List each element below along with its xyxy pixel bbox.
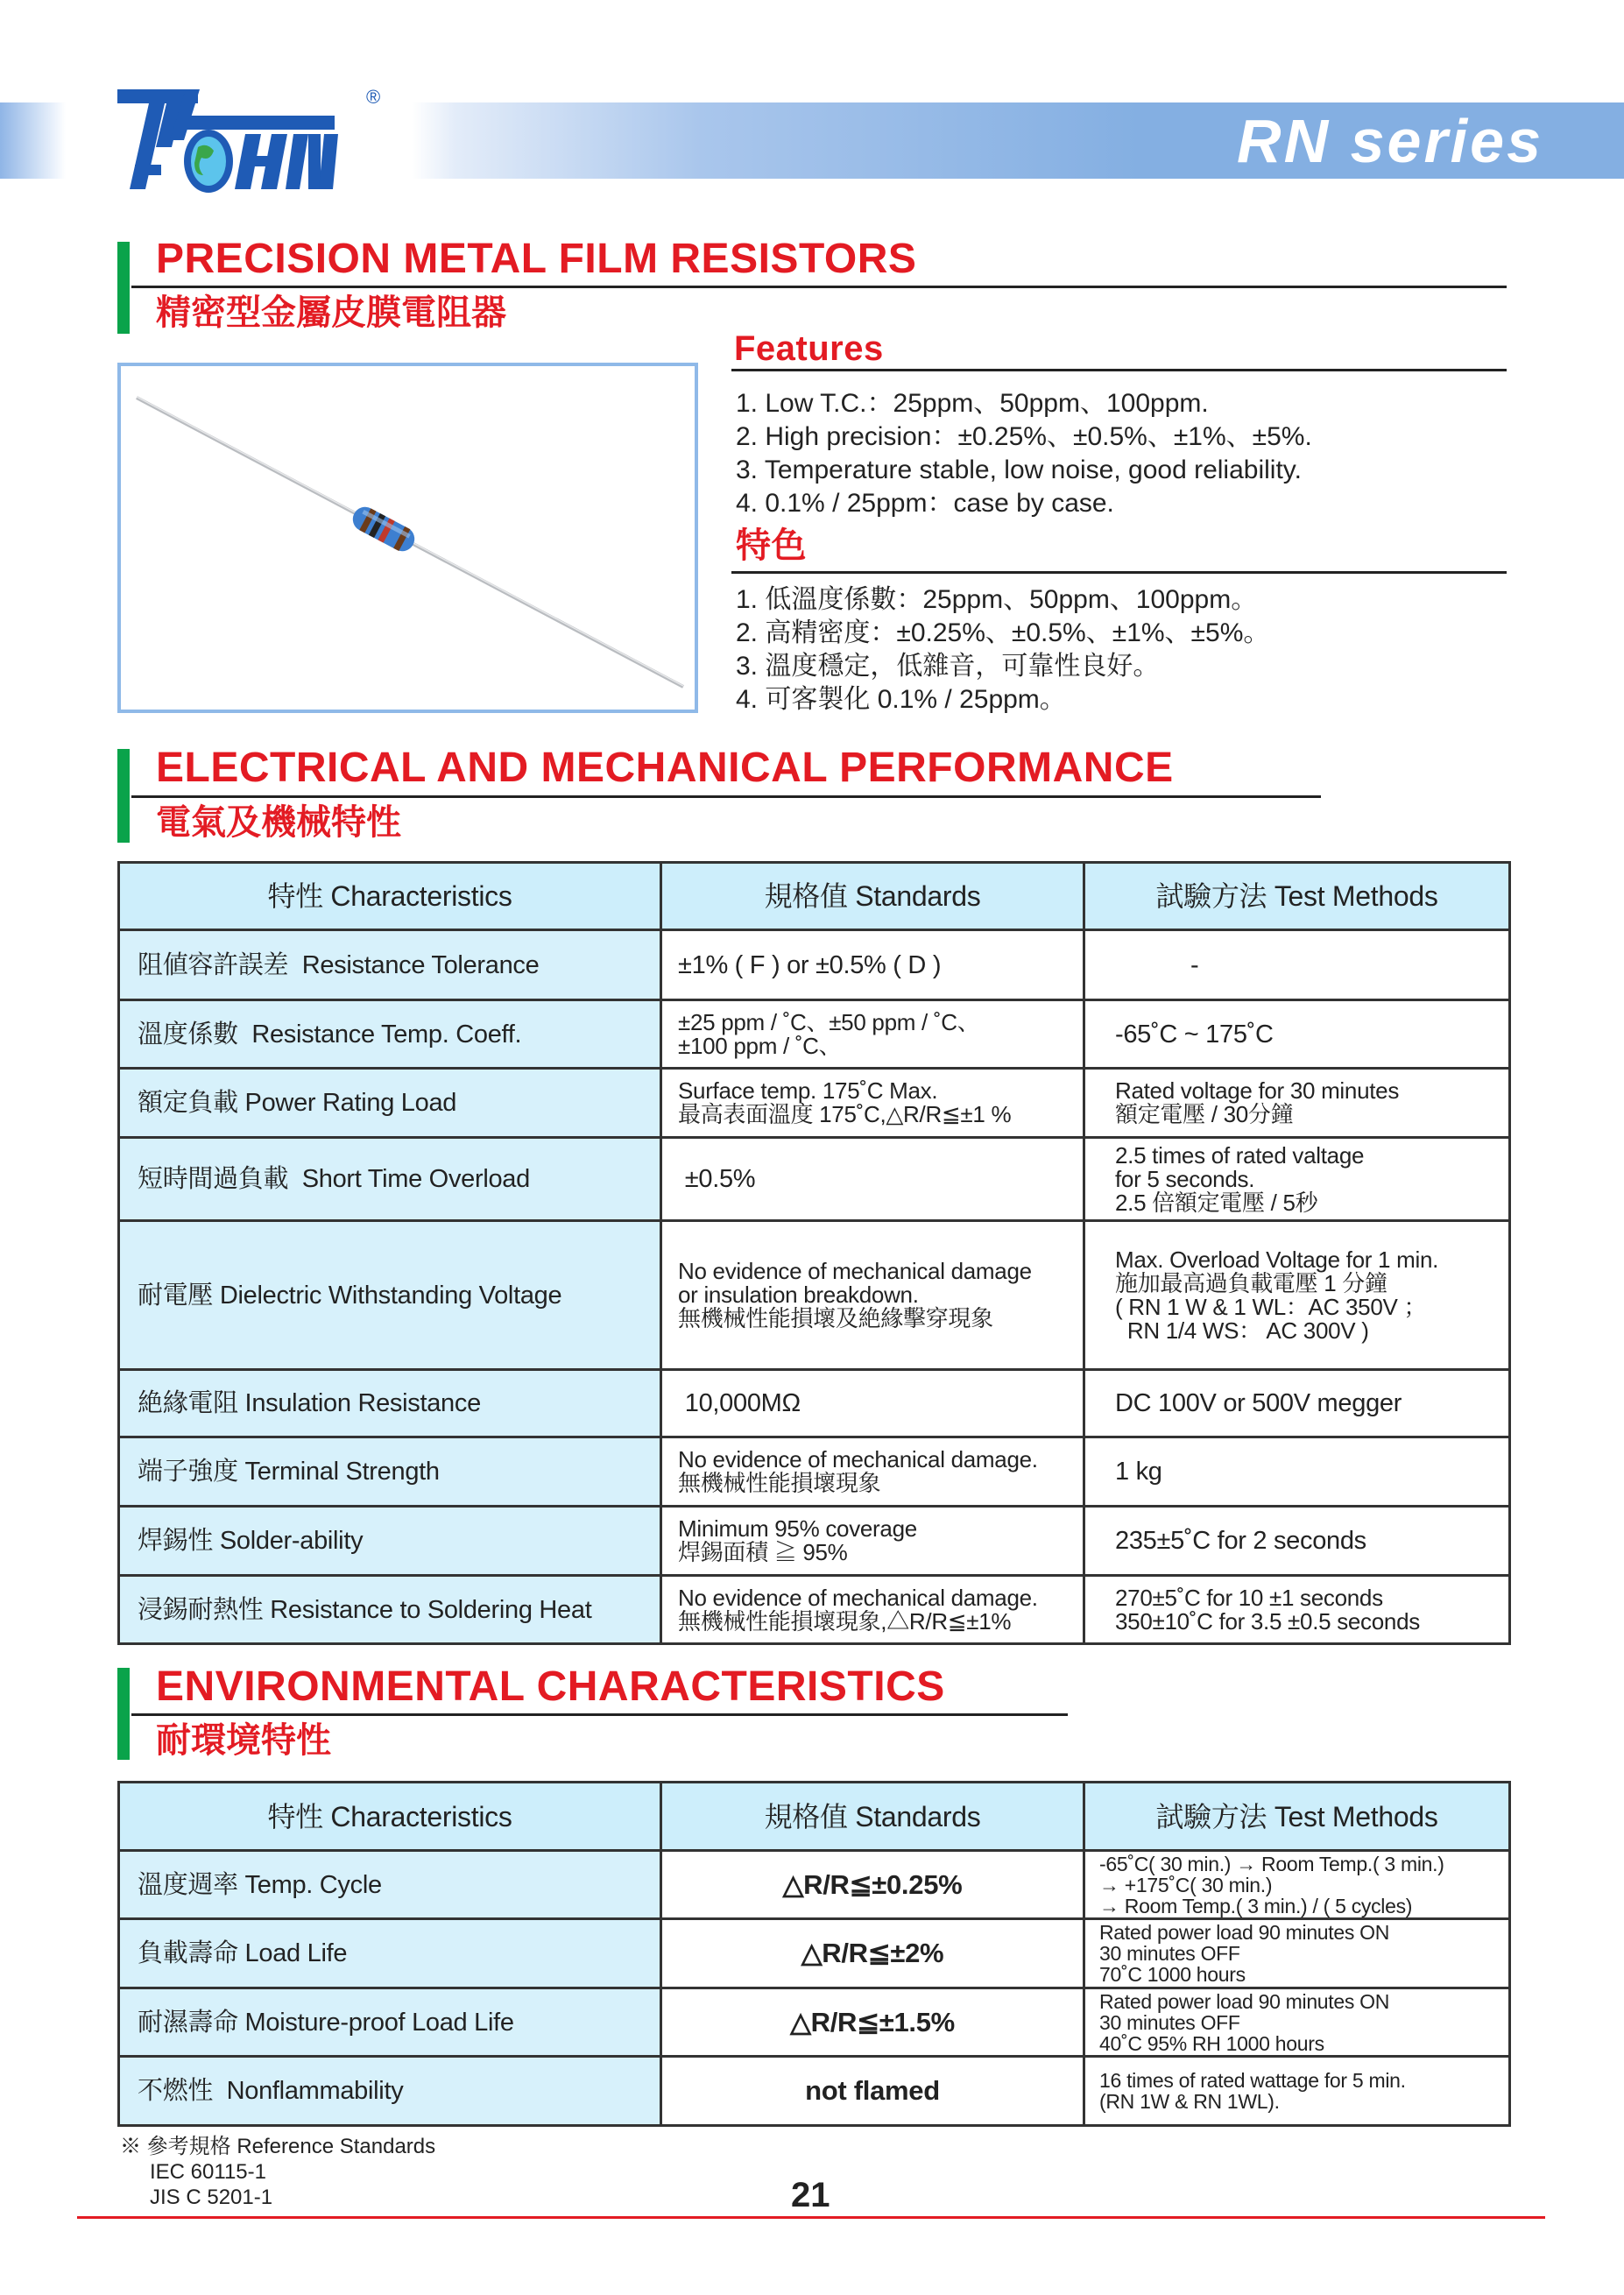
standard-cell — [661, 1437, 1084, 1507]
test-method-cell — [1084, 1069, 1510, 1138]
cell-text: DC 100V or 500V megger — [1115, 1389, 1402, 1417]
cell-text: -65˚C ~ 175˚C — [1115, 1020, 1274, 1049]
characteristic-cell — [119, 1370, 661, 1437]
section-accent-bar — [117, 749, 130, 843]
section-accent-bar — [117, 1668, 130, 1760]
cell-text: -65˚C( 30 min.) → Room Temp.( 3 min.) — [1099, 1852, 1444, 1875]
cell-text: ±100 ppm / ˚C、 — [678, 1032, 842, 1059]
test-method-cell — [1084, 1000, 1510, 1069]
cell-text: RN 1/4 WS： AC 300V ) — [1115, 1317, 1369, 1344]
cell-text: → +175˚C( 30 min.) — [1099, 1873, 1273, 1896]
cell-text: 耐電壓 Dielectric Withstanding Voltage — [138, 1281, 562, 1310]
cell-text: 額定電壓 / 30分鐘 — [1115, 1101, 1294, 1127]
cell-text: - — [1190, 950, 1199, 979]
features-heading: Features — [734, 329, 884, 368]
cell-text: Rated power load 90 minutes ON — [1099, 1921, 1390, 1944]
section-subtitle: 耐環境特性 — [156, 1721, 331, 1760]
test-method-cell — [1084, 1988, 1510, 2057]
section-title: PRECISION METAL FILM RESISTORS — [156, 236, 917, 282]
brand-logo — [114, 86, 394, 193]
page-number: 21 — [791, 2176, 830, 2214]
cell-text: 額定負載 Power Rating Load — [138, 1089, 457, 1117]
standard-cell — [661, 1370, 1084, 1437]
feature-item: 4. 0.1% / 25ppm：case by case. — [736, 489, 1114, 518]
environmental-table — [117, 1781, 1511, 2127]
cell-text: 施加最高過負載電壓 1 分鐘 — [1115, 1269, 1387, 1296]
cell-text: 2.5 times of rated valtage — [1115, 1141, 1365, 1169]
cell-text: 無機械性能損壞現象 — [678, 1470, 881, 1496]
table-row — [119, 1138, 1510, 1221]
characteristic-cell — [119, 1069, 661, 1138]
cell-text: 焊錫性 Solder-ability — [138, 1527, 364, 1555]
reference-item: JIS C 5201-1 — [150, 2186, 273, 2209]
test-method-cell — [1084, 1437, 1510, 1507]
cell-text: 1 kg — [1115, 1458, 1162, 1486]
features-list — [736, 387, 1312, 520]
cell-text: for 5 seconds. — [1115, 1165, 1255, 1192]
test-method-cell — [1084, 1919, 1510, 1988]
cell-text: 350±10˚C for 3.5 ±0.5 seconds — [1115, 1607, 1420, 1635]
test-method-cell — [1084, 1576, 1510, 1644]
section-title: ENVIRONMENTAL CHARACTERISTICS — [156, 1663, 945, 1710]
cell-text: Rated power load 90 minutes ON — [1099, 1989, 1390, 2013]
table-header-row — [119, 1783, 1510, 1851]
cell-text: 70˚C 1000 hours — [1099, 1963, 1246, 1986]
table-row — [119, 1576, 1510, 1644]
characteristic-cell — [119, 1437, 661, 1507]
cell-text: ±0.5% — [678, 1165, 756, 1193]
divider — [731, 571, 1507, 574]
cell-text: 10,000MΩ — [678, 1389, 801, 1417]
cell-text: 235±5˚C for 2 seconds — [1115, 1527, 1366, 1555]
cell-text: 270±5˚C for 10 ±1 seconds — [1115, 1584, 1383, 1611]
characteristic-cell — [119, 1507, 661, 1576]
column-header: 規格值 Standards — [661, 863, 1084, 930]
characteristic-cell — [119, 1851, 661, 1919]
cell-text: not flamed — [805, 2075, 940, 2106]
cell-text: 30 minutes OFF — [1099, 2010, 1240, 2034]
cell-text: 焊錫面積 ≧ 95% — [678, 1539, 848, 1565]
cell-text: No evidence of mechanical damage — [678, 1258, 1032, 1284]
cell-text: ( RN 1 W & 1 WL：AC 350V ； — [1115, 1293, 1427, 1320]
characteristic-cell — [119, 1988, 661, 2057]
cell-text: 短時間過負載 Short Time Overload — [138, 1165, 530, 1193]
feature-item: 1. Low T.C.：25ppm、50ppm、100ppm. — [736, 389, 1209, 418]
feature-cn-item: 3. 溫度穩定，低雜音，可靠性良好。 — [736, 652, 1160, 681]
test-method-cell — [1084, 1370, 1510, 1437]
cell-text: △R/R≦±2% — [801, 1938, 944, 1968]
cell-text: (RN 1W & RN 1WL). — [1099, 2090, 1280, 2113]
cell-text: 無機械性能損壞及絶緣擊穿現象 — [678, 1305, 993, 1331]
registered-mark: ® — [366, 86, 381, 108]
standard-cell — [661, 930, 1084, 1000]
cell-text: → Room Temp.( 3 min.) / ( 5 cycles) — [1099, 1894, 1413, 1917]
features-cn-heading: 特色 — [736, 526, 807, 565]
table-row — [119, 1919, 1510, 1988]
cell-text: 16 times of rated wattage for 5 min. — [1099, 2069, 1406, 2092]
table-row — [119, 1370, 1510, 1437]
feature-item: 3. Temperature stable, low noise, good reliability. — [736, 455, 1302, 484]
table-row — [119, 1507, 1510, 1576]
characteristic-cell — [119, 1138, 661, 1221]
cell-text: Rated voltage for 30 minutes — [1115, 1077, 1400, 1104]
column-header: 特性 Characteristics — [119, 1783, 661, 1851]
table-row — [119, 1221, 1510, 1370]
characteristic-cell — [119, 1919, 661, 1988]
cell-text: 阻値容許誤差 Resistance Tolerance — [138, 950, 540, 979]
standard-cell — [661, 2057, 1084, 2126]
table-row — [119, 1851, 1510, 1919]
test-method-cell — [1084, 2057, 1510, 2126]
cell-text: Minimum 95% coverage — [678, 1515, 917, 1542]
cell-text: or insulation breakdown. — [678, 1282, 919, 1308]
feature-item: 2. High precision：±0.25%、±0.5%、±1%、±5%. — [736, 422, 1312, 451]
reference-item: IEC 60115-1 — [150, 2160, 266, 2184]
features-cn-list — [736, 583, 1269, 717]
standard-cell — [661, 1507, 1084, 1576]
table-row — [119, 2057, 1510, 2126]
cell-text: 耐濕壽命 Moisture-proof Load Life — [138, 2008, 514, 2037]
reference-label: ※ 參考規格 Reference Standards — [120, 2135, 436, 2158]
cell-text: 40˚C 95% RH 1000 hours — [1099, 2031, 1324, 2055]
cell-text: 不燃性 Nonflammability — [138, 2077, 404, 2105]
section-subtitle: 精密型金屬皮膜電阻器 — [156, 293, 506, 332]
standard-cell — [661, 1000, 1084, 1069]
characteristic-cell — [119, 930, 661, 1000]
footer-rule — [77, 2216, 1545, 2219]
cell-text: △R/R≦±1.5% — [790, 2006, 955, 2037]
reference-standards — [120, 2134, 435, 2210]
cell-text: ±25 ppm / ˚C、±50 ppm / ˚C、 — [678, 1008, 980, 1035]
series-title: RN series — [1237, 107, 1543, 175]
cell-text: 溫度週率 Temp. Cycle — [138, 1870, 382, 1899]
test-method-cell — [1084, 1507, 1510, 1576]
electrical-performance-table — [117, 861, 1511, 1645]
cell-text: 負載壽命 Load Life — [138, 1939, 348, 1967]
table-row — [119, 930, 1510, 1000]
divider — [131, 1713, 1068, 1716]
section-subtitle: 電氣及機械特性 — [156, 803, 401, 842]
cell-text: 溫度係數 Resistance Temp. Coeff. — [138, 1020, 522, 1049]
test-method-cell — [1084, 1851, 1510, 1919]
characteristic-cell — [119, 2057, 661, 2126]
table-row — [119, 1000, 1510, 1069]
column-header: 特性 Characteristics — [119, 863, 661, 930]
table-row — [119, 1988, 1510, 2057]
characteristic-cell — [119, 1221, 661, 1370]
table-header-row — [119, 863, 1510, 930]
product-image — [117, 363, 698, 713]
cell-text: 浸錫耐熱性 Resistance to Soldering Heat — [138, 1595, 592, 1624]
column-header: 試驗方法 Test Methods — [1084, 1783, 1510, 1851]
cell-text: 絶緣電阻 Insulation Resistance — [138, 1389, 481, 1417]
test-method-cell — [1084, 1221, 1510, 1370]
divider — [131, 795, 1321, 798]
section-title: ELECTRICAL AND MECHANICAL PERFORMANCE — [156, 745, 1174, 791]
table-row — [119, 1437, 1510, 1507]
cell-text: No evidence of mechanical damage. — [678, 1584, 1038, 1611]
cell-text: 端子強度 Terminal Strength — [138, 1458, 440, 1486]
cell-text: ±1% ( F ) or ±0.5% ( D ) — [678, 950, 942, 979]
test-method-cell — [1084, 1138, 1510, 1221]
section-accent-bar — [117, 242, 130, 334]
feature-cn-item: 4. 可客製化 0.1% / 25ppm。 — [736, 685, 1066, 714]
standard-cell — [661, 1576, 1084, 1644]
column-header: 試驗方法 Test Methods — [1084, 863, 1510, 930]
divider — [131, 286, 1507, 288]
table-row — [119, 1069, 1510, 1138]
cell-text: Max. Overload Voltage for 1 min. — [1115, 1246, 1439, 1273]
standard-cell — [661, 1069, 1084, 1138]
cell-text: No evidence of mechanical damage. — [678, 1446, 1038, 1472]
cell-text: 最高表面溫度 175˚C,△R/R≦±1 % — [678, 1101, 1012, 1127]
feature-cn-item: 2. 高精密度：±0.25%、±0.5%、±1%、±5%。 — [736, 618, 1270, 647]
cell-text: 2.5 倍額定電壓 / 5秒 — [1115, 1189, 1318, 1216]
standard-cell — [661, 1138, 1084, 1221]
cell-text: Surface temp. 175˚C Max. — [678, 1077, 938, 1104]
cell-text: △R/R≦±0.25% — [782, 1868, 963, 1900]
characteristic-cell — [119, 1000, 661, 1069]
cell-text: 30 minutes OFF — [1099, 1942, 1240, 1965]
divider — [731, 369, 1507, 371]
standard-cell — [661, 1851, 1084, 1919]
column-header: 規格值 Standards — [661, 1783, 1084, 1851]
standard-cell — [661, 1988, 1084, 2057]
cell-text: 無機械性能損壞現象,△R/R≦±1% — [678, 1607, 1012, 1635]
characteristic-cell — [119, 1576, 661, 1644]
standard-cell — [661, 1919, 1084, 1988]
standard-cell — [661, 1221, 1084, 1370]
feature-cn-item: 1. 低溫度係數：25ppm、50ppm、100ppm。 — [736, 585, 1258, 614]
test-method-cell — [1084, 930, 1510, 1000]
